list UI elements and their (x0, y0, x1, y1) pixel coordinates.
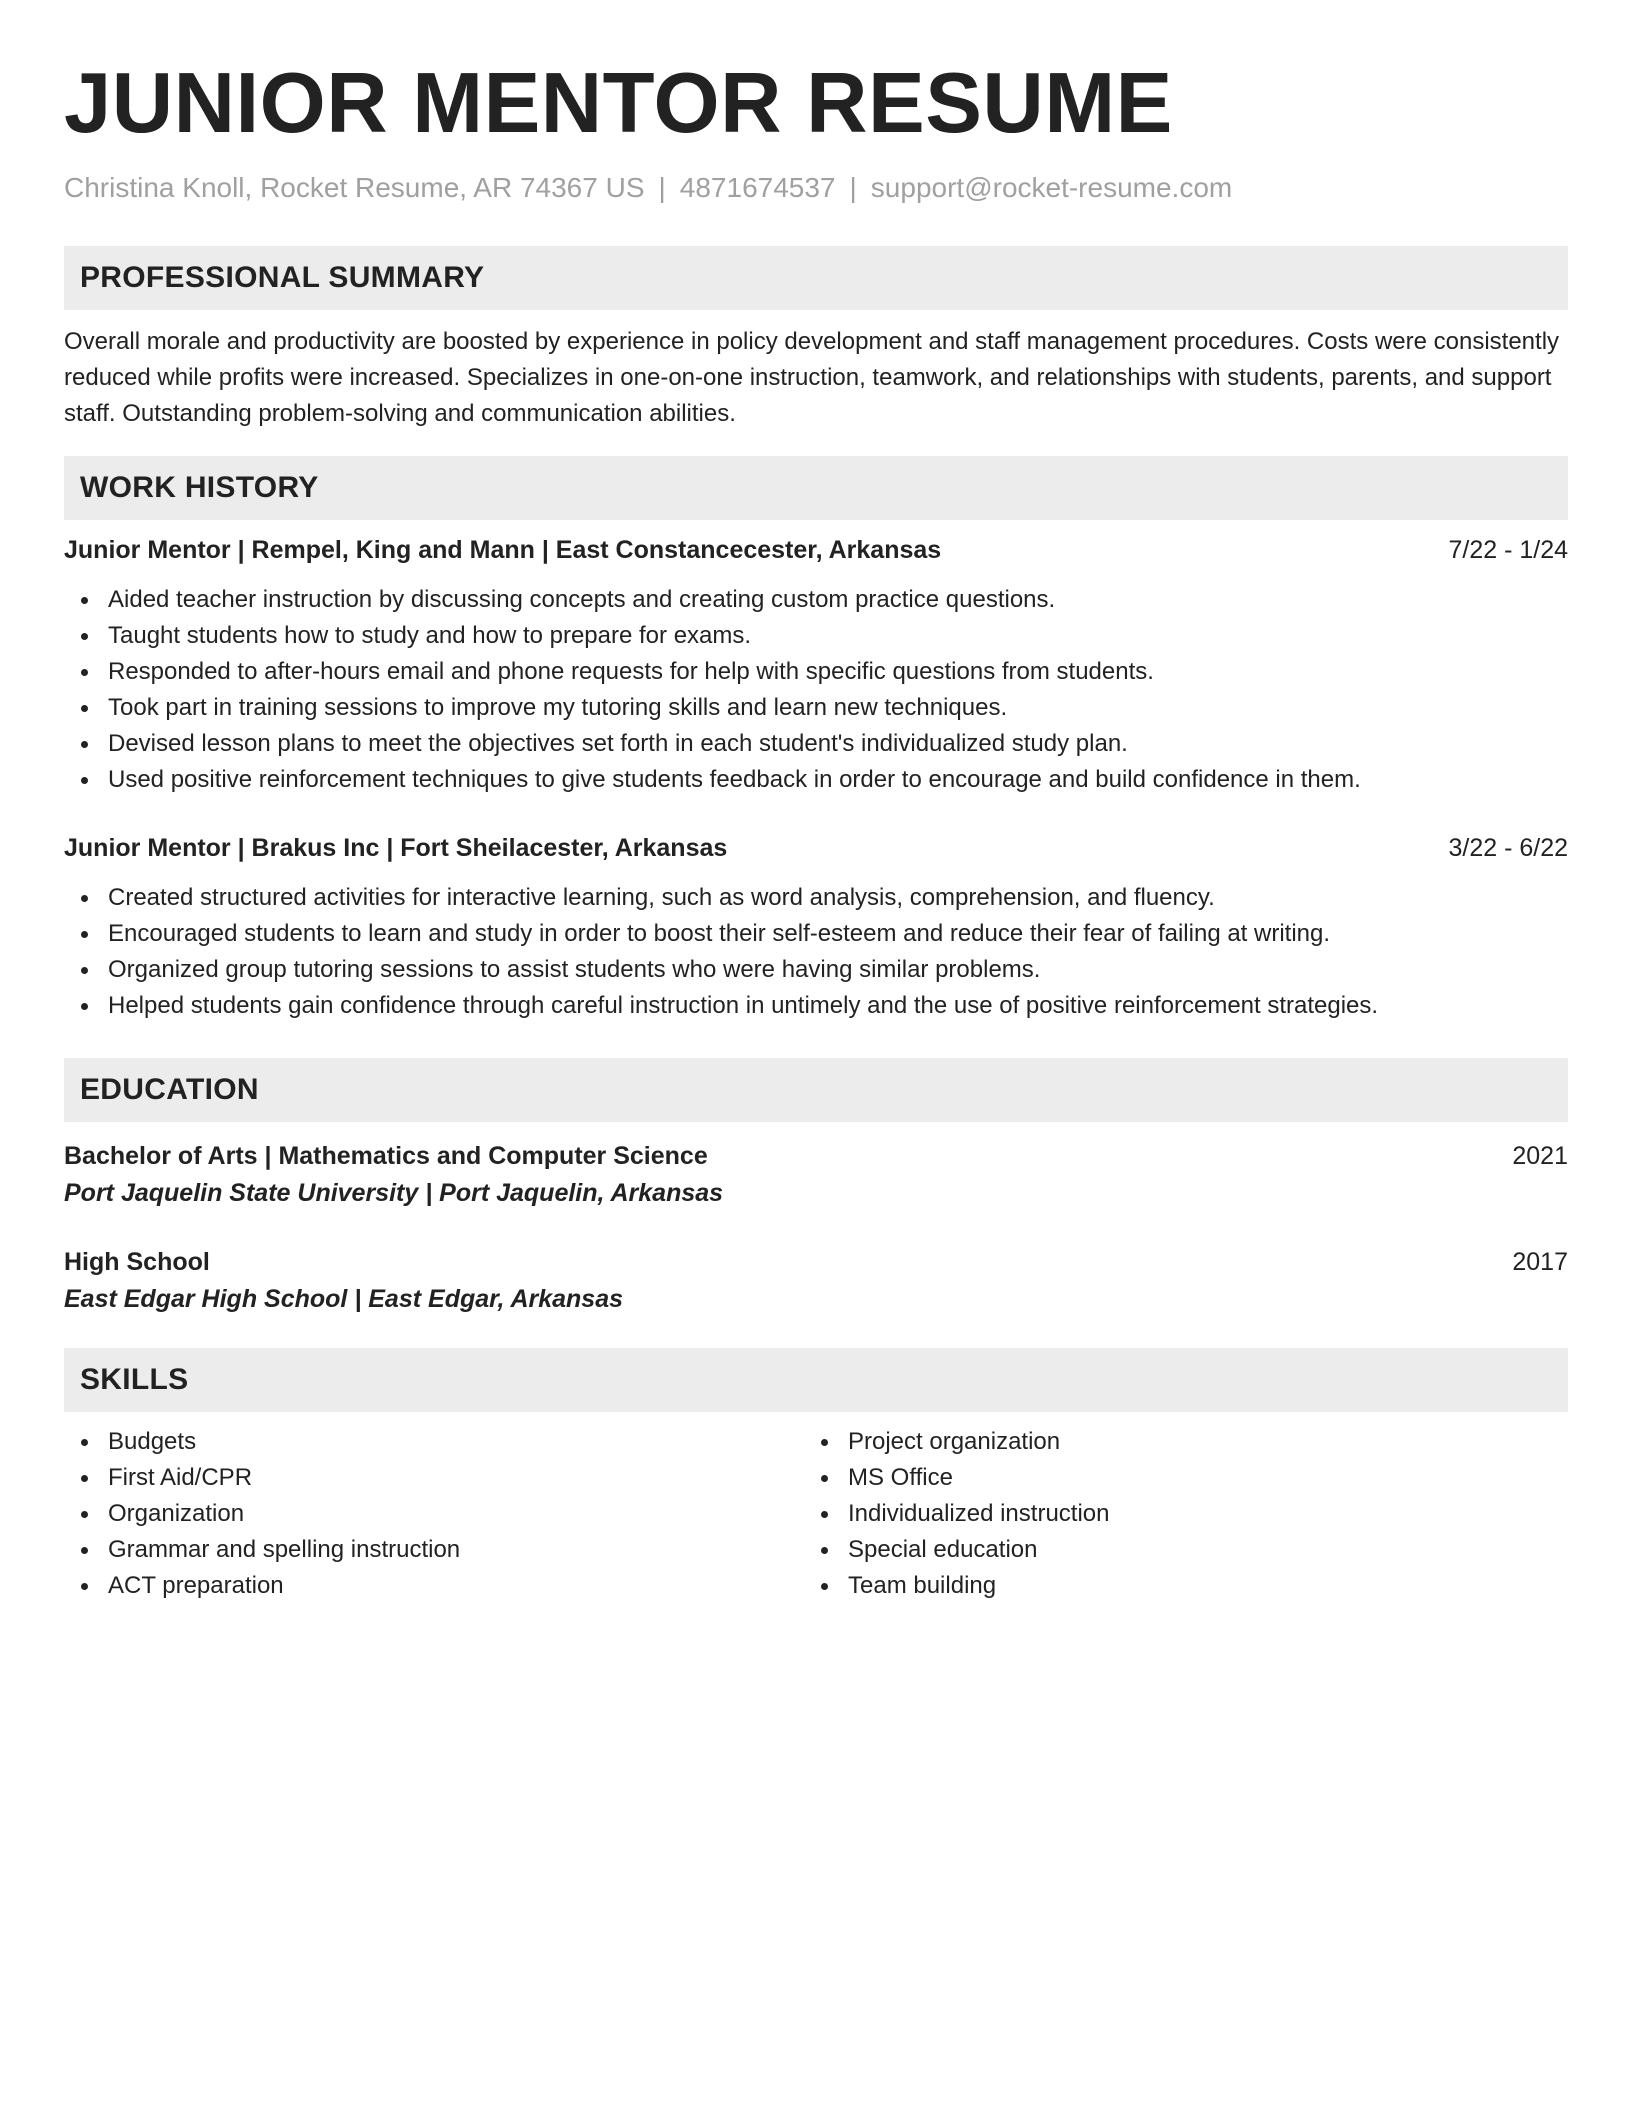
skills-list (64, 1424, 804, 1604)
list-item: Helped students gain confidence through careful instruction in untimely and the use of positive reinforcement strategies. (64, 988, 1568, 1024)
education-degree: Bachelor of Arts | Mathematics and Computer Science (64, 1142, 708, 1170)
list-item: Special education (804, 1532, 1544, 1568)
list-item: Project organization (804, 1424, 1544, 1460)
education-entry (64, 1138, 1568, 1212)
list-item: Grammar and spelling instruction (64, 1532, 804, 1568)
job-header (64, 532, 1568, 568)
list-item: Encouraged students to learn and study in order to boost their self-esteem and reduce their fear of failing at writing. (64, 916, 1568, 952)
section-header-work-history: WORK HISTORY (64, 456, 1568, 520)
contact-email: support@rocket-resume.com (870, 172, 1233, 203)
job-entry (64, 532, 1568, 798)
skills-column-right (804, 1424, 1544, 1604)
list-item: Budgets (64, 1424, 804, 1460)
education-entry (64, 1244, 1568, 1318)
skills-column-left (64, 1424, 804, 1604)
section-header-skills: SKILLS (64, 1348, 1568, 1412)
section-header-education: EDUCATION (64, 1058, 1568, 1122)
job-header (64, 830, 1568, 866)
list-item: Taught students how to study and how to prepare for exams. (64, 618, 1568, 654)
contact-line (64, 168, 1568, 208)
contact-phone: 4871674537 (679, 172, 836, 203)
education-year: 2021 (1512, 1142, 1568, 1170)
education-header (64, 1244, 1568, 1280)
list-item: Organization (64, 1496, 804, 1532)
list-item: First Aid/CPR (64, 1460, 804, 1496)
education-school: East Edgar High School | East Edgar, Arkansas (64, 1285, 624, 1313)
job-dates: 7/22 - 1/24 (1448, 536, 1568, 564)
contact-address: Christina Knoll, Rocket Resume, AR 74367 US (64, 172, 645, 203)
resume-title: JUNIOR MENTOR RESUME (64, 56, 1173, 151)
skills-list (804, 1424, 1544, 1604)
education-degree: High School (64, 1248, 210, 1276)
contact-separator: | (658, 172, 666, 203)
list-item: Created structured activities for interactive learning, such as word analysis, comprehension, and fluency. (64, 880, 1568, 916)
job-bullets (64, 880, 1568, 1024)
list-item: Used positive reinforcement techniques to give students feedback in order to encourage and build confidence in them. (64, 762, 1568, 798)
education-year: 2017 (1512, 1248, 1568, 1276)
list-item: MS Office (804, 1460, 1544, 1496)
job-title: Junior Mentor | Brakus Inc | Fort Sheilacester, Arkansas (64, 834, 728, 862)
list-item: Individualized instruction (804, 1496, 1544, 1532)
job-bullets (64, 582, 1568, 798)
list-item: Team building (804, 1568, 1544, 1604)
list-item: ACT preparation (64, 1568, 804, 1604)
section-header-summary: PROFESSIONAL SUMMARY (64, 246, 1568, 310)
skills-grid (64, 1424, 1568, 1604)
contact-separator: | (849, 172, 857, 203)
list-item: Aided teacher instruction by discussing concepts and creating custom practice questions. (64, 582, 1568, 618)
job-dates: 3/22 - 6/22 (1448, 834, 1568, 862)
education-school: Port Jaquelin State University | Port Jaquelin, Arkansas (64, 1179, 724, 1207)
education-header (64, 1138, 1568, 1174)
summary-text: Overall morale and productivity are boosted by experience in policy development and staff management procedures. Costs were consistently reduced while profits were increased. Specializes in one-on-one instruction, teamwork, and relationships with students, parents, and support staff. Outstanding problem-solving and communication abilities. (64, 328, 1560, 427)
list-item: Responded to after-hours email and phone requests for help with specific questions from students. (64, 654, 1568, 690)
list-item: Organized group tutoring sessions to assist students who were having similar problems. (64, 952, 1568, 988)
list-item: Devised lesson plans to meet the objectives set forth in each student's individualized study plan. (64, 726, 1568, 762)
list-item: Took part in training sessions to improve my tutoring skills and learn new techniques. (64, 690, 1568, 726)
job-title: Junior Mentor | Rempel, King and Mann | East Constancecester, Arkansas (64, 536, 942, 564)
job-entry (64, 830, 1568, 1024)
